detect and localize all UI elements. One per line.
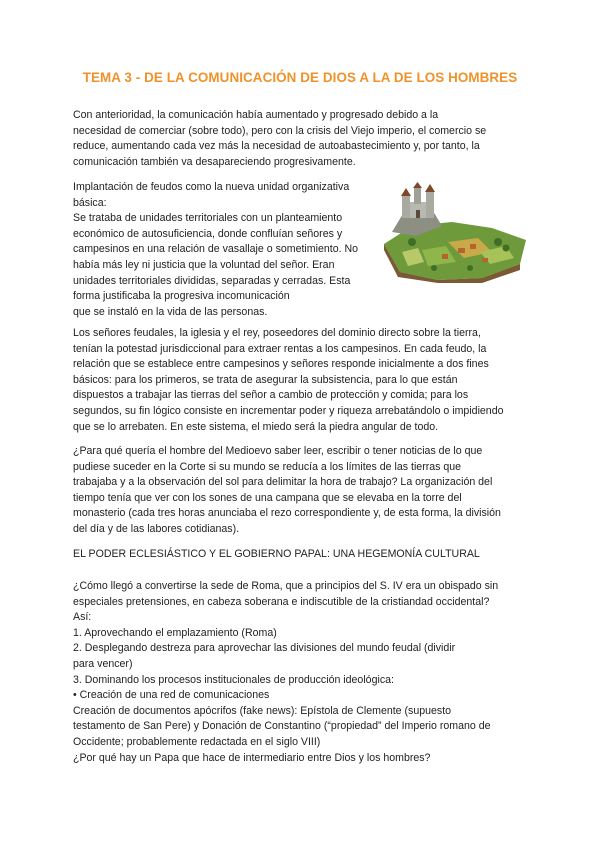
castle-landscape-icon xyxy=(382,182,528,284)
page-title: TEMA 3 - DE LA COMUNICACIÓN DE DIOS A LA DE LOS HOMBRES xyxy=(82,70,518,85)
bullet-item: • Creación de una red de comunicaciones xyxy=(73,689,270,702)
text-line: Con anterioridad, la comunicación había aumentado y progresado debido a la xyxy=(73,109,439,121)
text-line: forma justificaba la progresiva incomunicación xyxy=(73,290,290,303)
text-line: Se trataba de unidades territoriales con un planteamiento xyxy=(73,212,343,225)
text-line: relación que se establece entre campesinos y señores responde inicialmente a dos fines xyxy=(73,358,489,371)
text-line: trabajaba y a la observación del sol para delimitar la hora de trabajo? La organización del xyxy=(73,476,493,489)
text-line: había más ley ni justicia que la voluntad del señor. Eran xyxy=(73,258,335,271)
text-line: necesidad de comerciar (sobre todo), pero con la crisis del Viejo imperio, el comercio se xyxy=(73,124,487,137)
feudal-castle-illustration xyxy=(382,182,528,284)
text-line: tenían la potestad jurisdiccional para extraer rentas a los campesinos. En cada feudo, la xyxy=(73,342,487,355)
text-line: tiempo tenía que ver con los sones de una campana que se elevaba en la torre del xyxy=(73,491,462,504)
text-line: para vencer) xyxy=(73,657,133,670)
text-line: Creación de documentos apócrifos (fake news): Epístola de Clemente (supuesto xyxy=(73,704,452,717)
text-line: del día y de las labores cotidianas). xyxy=(73,522,240,535)
text-line: dispuestos a trabajar las tierras del señor a cambio de protección y comida; para los xyxy=(73,389,469,402)
text-line: ¿Por qué hay un Papa que hace de intermediario entre Dios y los hombres? xyxy=(73,752,431,764)
text-line: básica: xyxy=(73,196,107,209)
text-line: campesinos en una relación de vasallaje o sometimiento. No xyxy=(73,243,359,256)
text-line: especiales pretensiones, en cabeza soberana e indiscutible de la cristiandad occidental? xyxy=(73,595,490,608)
section-heading xyxy=(73,547,529,563)
paragraph-intro xyxy=(73,108,529,170)
paragraph-medioevo xyxy=(73,444,529,538)
text-line: que se instaló en la vida de las personas. xyxy=(73,305,268,318)
text-line: ¿Cómo llegó a convertirse la sede de Roma, que a principios del S. IV era un obispado sin xyxy=(73,580,499,592)
paragraph-roma xyxy=(73,579,529,751)
text-line: Los señores feudales, la iglesia y el rey, poseedores del dominio directo sobre la tierra, xyxy=(73,327,481,339)
text-line: Así: xyxy=(73,611,92,624)
list-item: 2. Desplegando destreza para aprovechar las divisiones del mundo feudal (dividir xyxy=(73,642,456,655)
text-line: Implantación de feudos como la nueva unidad organizativa xyxy=(73,181,350,193)
text-line: monasterio (cada tres horas anunciaba el rezo correspondiente y, de esta forma, la división xyxy=(73,507,501,520)
paragraph-senores xyxy=(73,326,529,435)
paragraph-feudos xyxy=(73,180,373,320)
text-line: económico de autosuficiencia, donde confluían señores y xyxy=(73,227,343,240)
text-line: comunicación también va desapareciendo progresivamente. xyxy=(73,155,356,168)
list-item: 1. Aprovechando el emplazamiento (Roma) xyxy=(73,626,277,639)
text-line: ¿Para qué quería el hombre del Medioevo saber leer, escribir o tener noticias de lo que xyxy=(73,445,483,457)
text-line: testamento de San Pere) y Donación de Constantino (“propiedad” del Imperio romano de xyxy=(73,720,491,733)
text-line: Occidente; probablemente redactada en el siglo VIII) xyxy=(73,735,321,748)
text-line: segundos, su fin lógico consiste en incrementar poder y riqueza arrebatándolo o impidiendo xyxy=(73,404,504,417)
paragraph-papa-question xyxy=(73,751,529,767)
section-heading-text: EL PODER ECLESIÁSTICO Y EL GOBIERNO PAPAL: UNA HEGEMONÍA CULTURAL xyxy=(73,548,480,560)
text-line: básicos: para los primeros, se trata de asegurar la subsistencia, para lo que están xyxy=(73,373,458,386)
list-item: 3. Dominando los procesos institucionales de producción ideológica: xyxy=(73,673,394,686)
text-line: reduce, aumentando cada vez más la necesidad de autoabastecimiento y, por tanto, la xyxy=(73,140,480,153)
text-line: que se lo arrebaten. En este sistema, el miedo será la piedra angular de todo. xyxy=(73,420,439,433)
text-line: pudiese suceder en la Corte si su mundo se reducía a los límites de las tierras que xyxy=(73,460,462,473)
text-line: unidades territoriales divididas, separadas y cerradas. Esta xyxy=(73,274,351,287)
